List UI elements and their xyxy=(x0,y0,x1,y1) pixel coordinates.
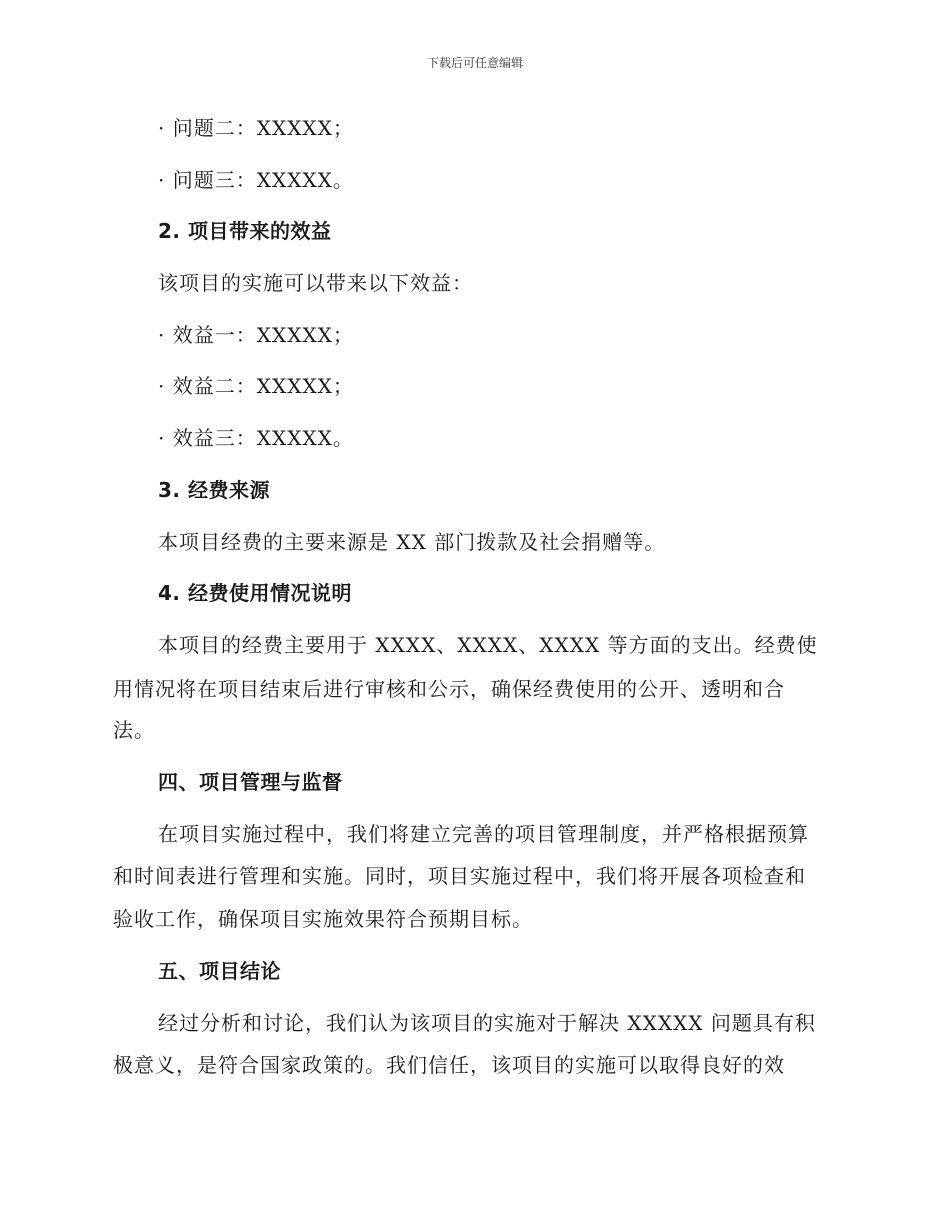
heading-funding-source: 3. 经费来源 xyxy=(158,478,270,502)
heading-conclusion: 五、项目结论 xyxy=(158,959,281,983)
bullet-benefit-2: · 效益二：XXXXX； xyxy=(158,374,354,398)
conclusion-line-1: 经过分析和讨论，我们认为该项目的实施对于解决 XXXXX 问题具有积 xyxy=(158,1011,816,1035)
page-header: 下载后可任意编辑 xyxy=(426,56,523,70)
benefits-intro: 该项目的实施可以带来以下效益： xyxy=(158,271,473,295)
management-line-1: 在项目实施过程中，我们将建立完善的项目管理制度，并严格根据预算 xyxy=(158,822,809,846)
management-line-2: 和时间表进行管理和实施。同时，项目实施过程中，我们将开展各项检查和 xyxy=(113,864,806,888)
heading-funding-usage: 4. 经费使用情况说明 xyxy=(158,581,352,605)
funding-source-text: 本项目经费的主要来源是 XX 部门拨款及社会捐赠等。 xyxy=(158,530,666,554)
bullet-benefit-1: · 效益一：XXXXX； xyxy=(158,323,354,347)
funding-usage-line-1: 本项目的经费主要用于 XXXX、XXXX、XXXX 等方面的支出。经费使 xyxy=(158,633,818,657)
bullet-benefit-3: · 效益三：XXXXX。 xyxy=(158,426,354,450)
conclusion-line-2: 极意义，是符合国家政策的。我们信任，该项目的实施可以取得良好的效 xyxy=(113,1053,785,1077)
management-line-3: 验收工作，确保项目实施效果符合预期目标。 xyxy=(113,907,533,931)
heading-management: 四、项目管理与监督 xyxy=(158,770,343,794)
funding-usage-line-3: 法。 xyxy=(113,718,155,742)
bullet-problem-3: · 问题三：XXXXX。 xyxy=(158,168,354,192)
bullet-problem-2: · 问题二：XXXXX； xyxy=(158,116,354,140)
funding-usage-line-2: 用情况将在项目结束后进行审核和公示，确保经费使用的公开、透明和合 xyxy=(113,677,785,701)
heading-benefits: 2. 项目带来的效益 xyxy=(158,219,332,243)
